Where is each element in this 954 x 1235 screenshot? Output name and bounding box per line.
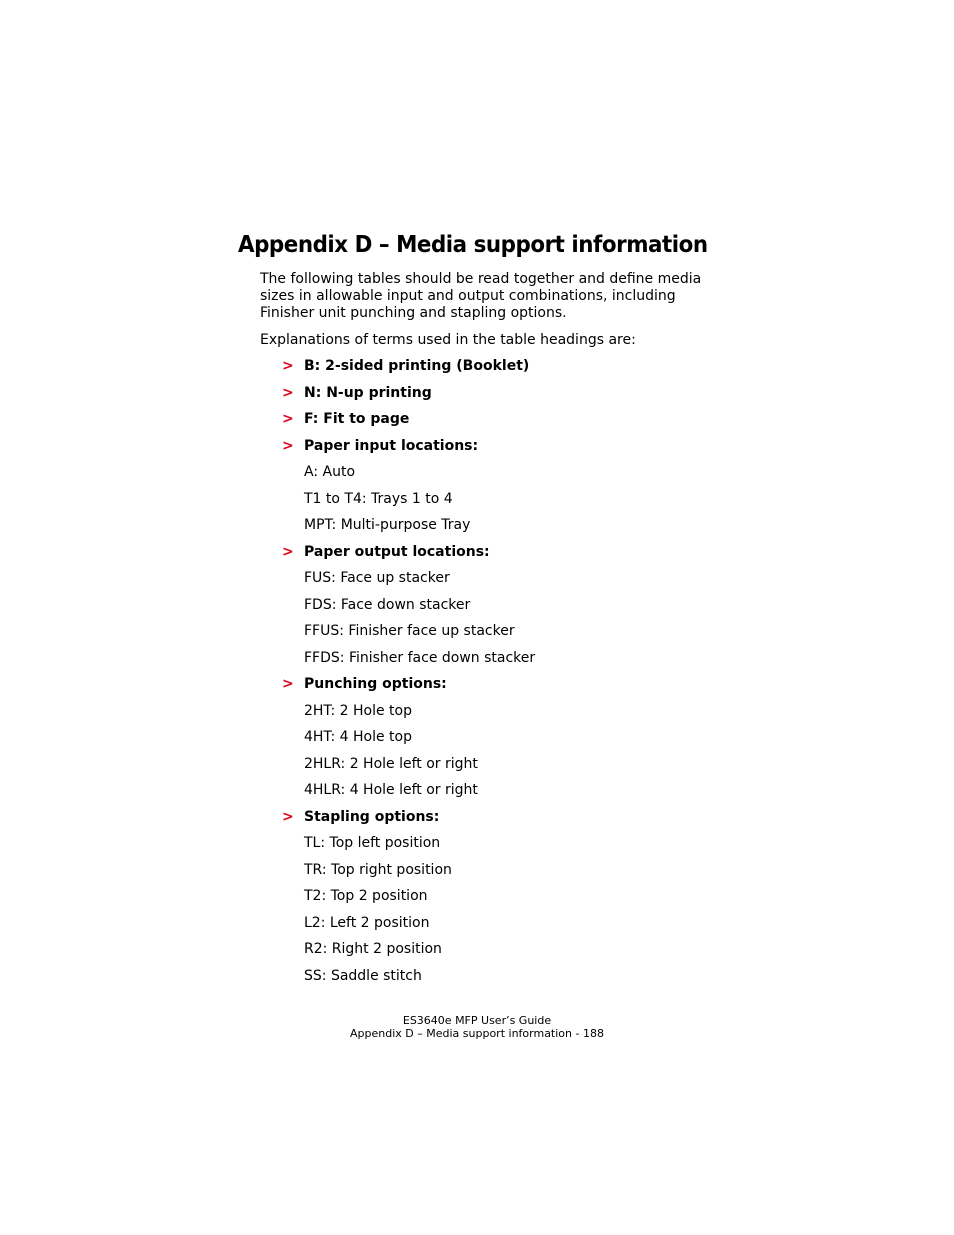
list-item-label: F: Fit to page — [304, 411, 410, 427]
sub-item-auto: A: Auto — [304, 464, 356, 480]
footer-page-reference: Appendix D – Media support information - 188 — [350, 1027, 604, 1040]
bullet-arrow-icon: > — [282, 438, 294, 454]
sub-item-fus: FUS: Face up stacker — [304, 570, 450, 586]
list-item-label: Punching options: — [304, 676, 447, 692]
list-item-fit-to-page — [282, 411, 410, 428]
page-title: Appendix D – Media support information — [238, 232, 708, 258]
sub-item-4ht: 4HT: 4 Hole top — [304, 729, 412, 745]
sub-item-tl: TL: Top left position — [304, 835, 441, 851]
sub-item-tr: TR: Top right position — [304, 862, 452, 878]
sub-item-ffus: FFUS: Finisher face up stacker — [304, 623, 515, 639]
bullet-arrow-icon: > — [282, 358, 294, 374]
sub-item-4hlr: 4HLR: 4 Hole left or right — [304, 782, 478, 798]
list-item-booklet — [282, 358, 530, 375]
list-item-output-locations — [282, 544, 490, 561]
sub-item-trays: T1 to T4: Trays 1 to 4 — [304, 491, 453, 507]
list-item-label: Paper input locations: — [304, 438, 479, 454]
bullet-arrow-icon: > — [282, 411, 294, 427]
sub-item-mpt: MPT: Multi-purpose Tray — [304, 517, 471, 533]
list-item-label: N: N-up printing — [304, 385, 432, 401]
terms-explanation: Explanations of terms used in the table headings are: — [260, 332, 636, 348]
list-item-label: B: 2-sided printing (Booklet) — [304, 358, 530, 374]
list-item-stapling-options — [282, 809, 440, 826]
list-item-label: Stapling options: — [304, 809, 440, 825]
intro-paragraph: The following tables should be read together and define media sizes in allowable input and output combinations, including Finisher unit punching and stapling options. — [260, 271, 702, 321]
sub-item-ffds: FFDS: Finisher face down stacker — [304, 650, 536, 666]
bullet-arrow-icon: > — [282, 544, 294, 560]
sub-item-2hlr: 2HLR: 2 Hole left or right — [304, 756, 478, 772]
list-item-label: Paper output locations: — [304, 544, 490, 560]
bullet-arrow-icon: > — [282, 809, 294, 825]
sub-item-fds: FDS: Face down stacker — [304, 597, 471, 613]
bullet-arrow-icon: > — [282, 676, 294, 692]
sub-item-r2: R2: Right 2 position — [304, 941, 442, 957]
sub-item-ss: SS: Saddle stitch — [304, 968, 422, 984]
list-item-nup — [282, 385, 432, 402]
list-item-input-locations — [282, 438, 479, 455]
sub-item-l2: L2: Left 2 position — [304, 915, 430, 931]
bullet-arrow-icon: > — [282, 385, 294, 401]
list-item-punching-options — [282, 676, 447, 693]
footer-guide-title: ES3640e MFP User’s Guide — [402, 1014, 552, 1027]
sub-item-2ht: 2HT: 2 Hole top — [304, 703, 412, 719]
sub-item-t2: T2: Top 2 position — [304, 888, 428, 904]
